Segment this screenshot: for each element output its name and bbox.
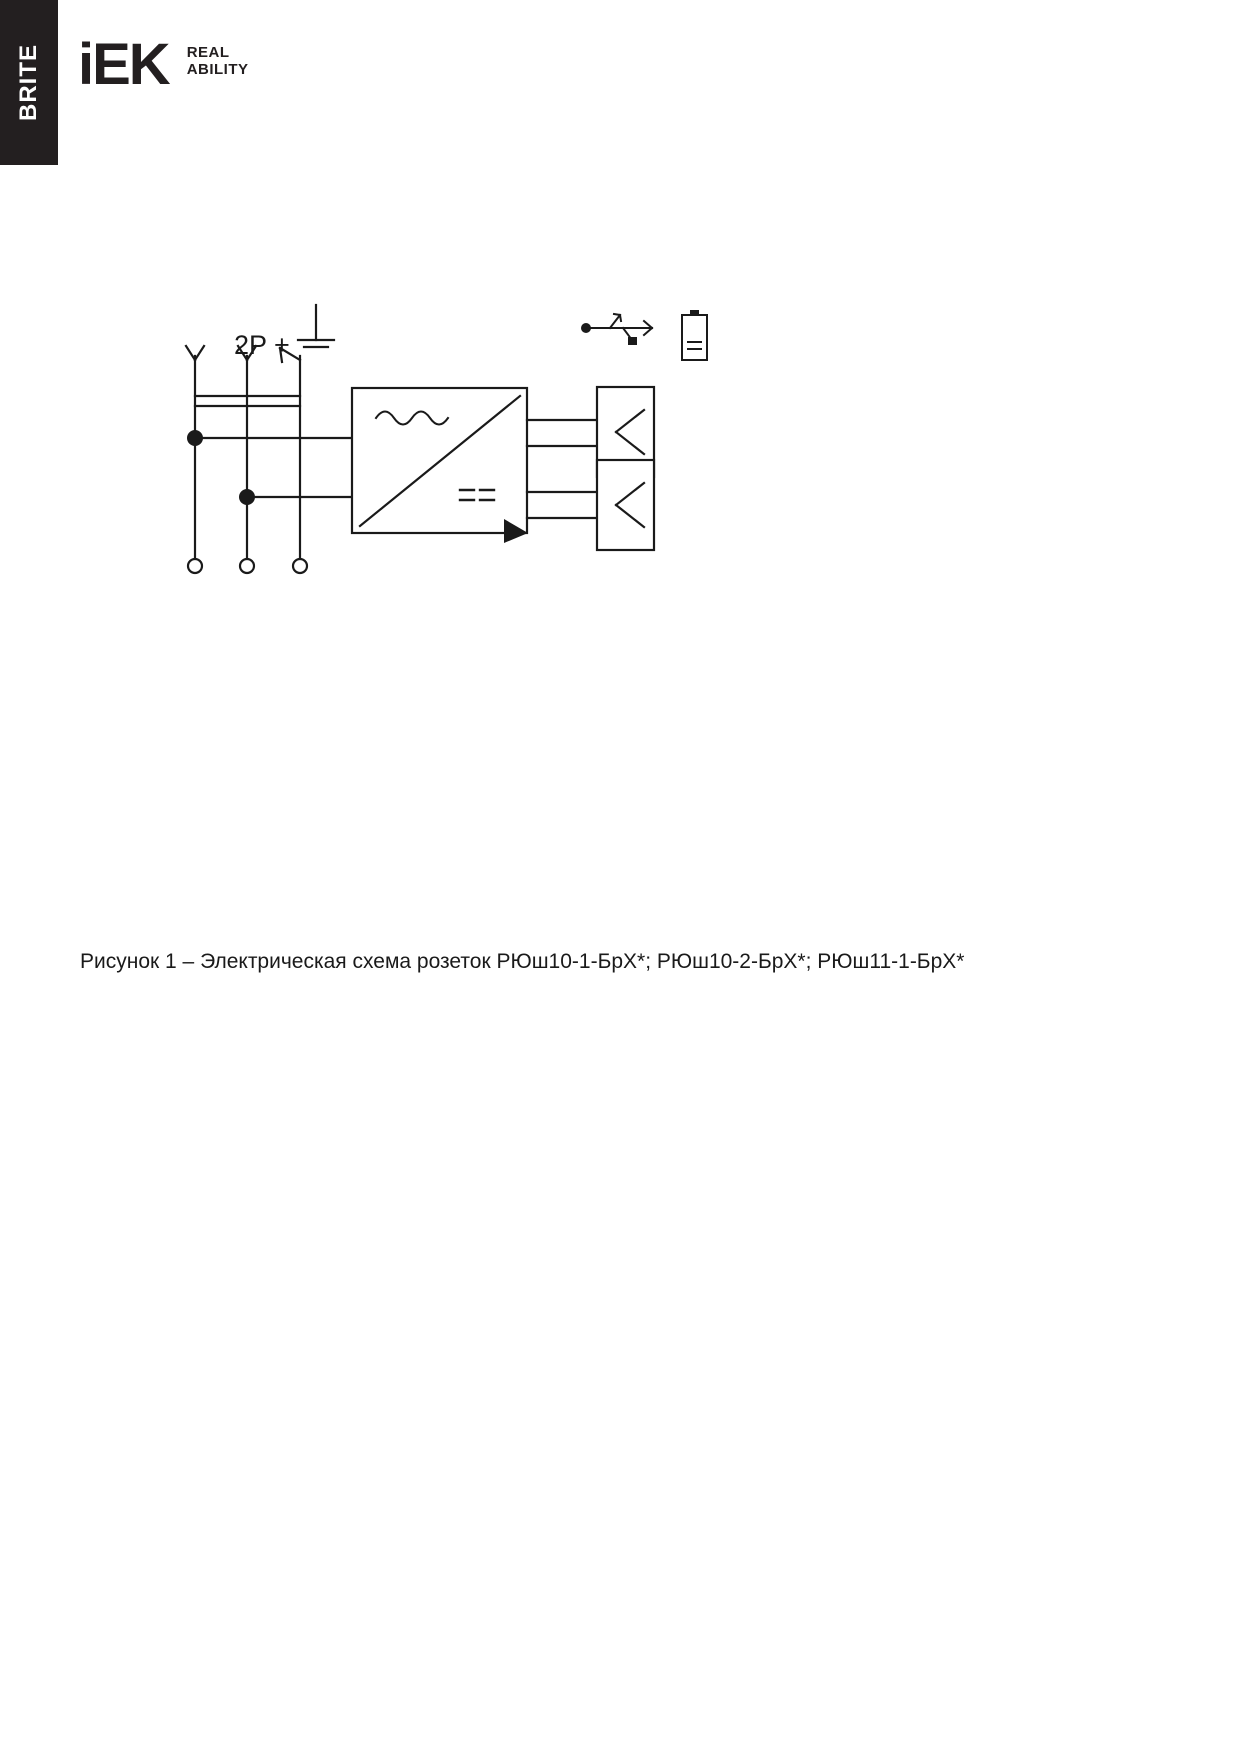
wiring-diagram xyxy=(120,270,940,600)
terminal-neutral xyxy=(238,346,256,573)
terminal-earth xyxy=(280,348,307,573)
battery-icon xyxy=(682,310,707,360)
usb-socket-bottom xyxy=(597,460,654,550)
usb-connector-icon xyxy=(581,314,652,345)
logo-tagline-line1: REAL xyxy=(186,44,230,61)
terminal-label: 2P + xyxy=(234,330,290,360)
iek-logo xyxy=(78,32,249,97)
logo-wordmark: iEK xyxy=(78,32,169,97)
brand-side-tab-label: BRITE xyxy=(15,44,42,121)
earth-ground-icon xyxy=(298,305,334,347)
ac-dc-converter-block xyxy=(352,388,528,543)
terminal-line xyxy=(186,346,204,573)
logo-tagline xyxy=(187,44,249,78)
figure-caption: Рисунок 1 – Электрическая схема розеток РЮш10-1-БрХ*; РЮш10-2-БрХ*; РЮш11-1-БрХ* xyxy=(80,950,965,973)
logo-tagline-line2: ABILITY xyxy=(186,61,249,78)
brand-side-tab xyxy=(0,0,58,165)
